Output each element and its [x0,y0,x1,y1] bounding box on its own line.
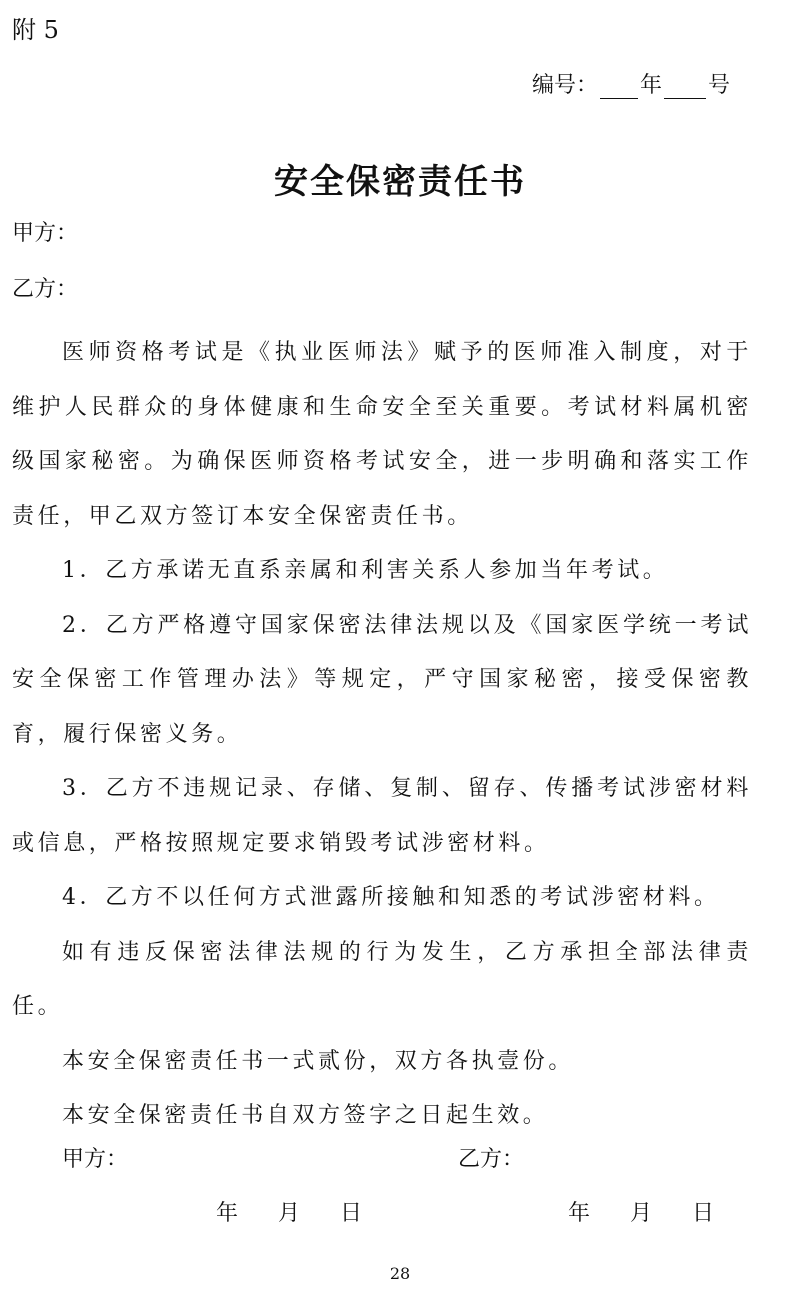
signature-party-b: 乙方： [458,1147,525,1172]
paragraph-copies: 本安全保密责任书一式贰份，双方各执壹份。 [62,1048,575,1074]
paragraph-effective: 本安全保密责任书自双方签字之日起生效。 [62,1103,549,1128]
date-b-month: 月 [630,1201,653,1226]
date-a-day: 日 [340,1201,363,1226]
paragraph-clause-3: 3．乙方不违规记录、存储、复制、留存、传播考试涉密材料或信息，严格按照规定要求销毁考试涉密材料。 [12,776,752,856]
paragraph-clause-2: 2．乙方严格遵守国家保密法律法规以及《国家医学统一考试安全保密工作管理办法》等规定，严守国家秘密，接受保密教育，履行保密义务。 [12,612,752,747]
serial-year-char: 年 [640,73,663,98]
document-title: 安全保密责任书 [274,162,526,202]
serial-prefix: 编号： [532,73,599,98]
date-b-day: 日 [692,1201,715,1226]
date-a-month: 月 [278,1201,301,1226]
document-body [12,326,752,1144]
attachment-label: 附 5 [12,16,59,44]
date-party-b [568,1196,714,1227]
date-party-a [216,1196,362,1227]
paragraph-liability: 如有违反保密法律法规的行为发生，乙方承担全部法律责任。 [12,939,752,1019]
serial-number-blank [664,76,706,99]
party-b-line: 乙方： [12,277,79,302]
signature-party-a: 甲方： [62,1147,129,1172]
party-a-line: 甲方： [12,221,79,246]
paragraph-intro: 医师资格考试是《执业医师法》赋予的医师准入制度，对于维护人民群众的身体健康和生命安全至关重要。考试材料属机密级国家秘密。为确保医师资格考试安全，进一步明确和落实工作责任，甲乙双方签订本安全保密责任书。 [12,340,752,529]
page-number: 28 [389,1264,411,1283]
date-b-year: 年 [568,1201,591,1226]
date-a-year: 年 [216,1201,239,1226]
serial-number [532,68,730,99]
paragraph-clause-1: 1．乙方承诺无直系亲属和利害关系人参加当年考试。 [62,558,669,583]
serial-number-char: 号 [708,73,731,98]
serial-year-blank [600,76,638,99]
paragraph-clause-4: 4．乙方不以任何方式泄露所接触和知悉的考试涉密材料。 [62,885,720,910]
